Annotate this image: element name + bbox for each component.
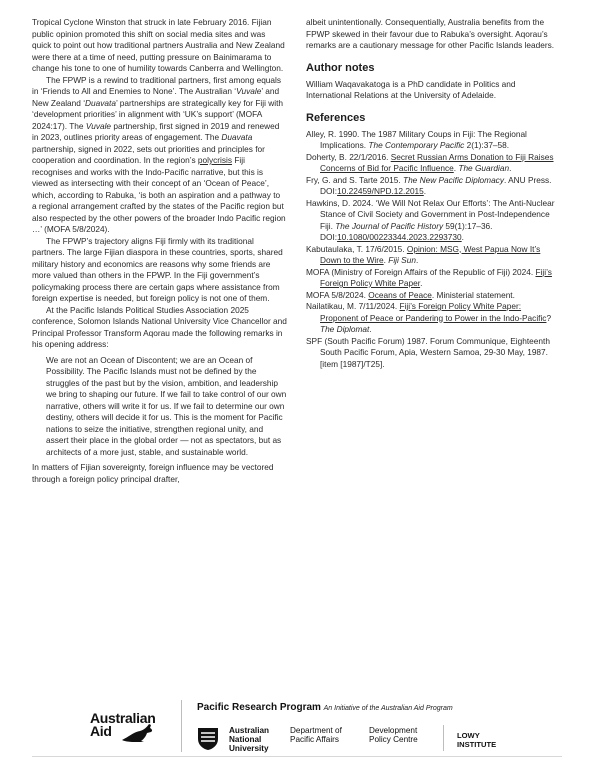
reference-link[interactable]: Fiji’s Foreign Policy White Paper: Proponent of Peace or Pandering to Power in the Indo-Pacific: [320, 301, 547, 323]
reference-text: Doherty, B. 22/1/2016.: [306, 151, 391, 162]
logo-text-line2: Aid: [90, 723, 112, 739]
reference-text: .: [420, 278, 423, 288]
anu-line2: National: [229, 735, 262, 744]
reference-text: ?: [546, 312, 552, 323]
reference-title: The Guardian: [458, 163, 510, 173]
reference-text: 2(1):37–58.: [464, 140, 510, 150]
reference-title: The Diplomat: [320, 324, 370, 334]
reference-link[interactable]: Fiji’s Foreign Policy White Paper: [320, 266, 552, 288]
reference-text: .: [509, 163, 512, 173]
reference-item: [306, 301, 561, 336]
reference-text: 59(1):17–36. DOI:: [320, 220, 493, 242]
anu-line1: Australian: [229, 726, 270, 735]
paragraph-1: Tropical Cyclone Winston that struck in late February 2016. Fijian public opinion promoted this shift on social media sites and was quick to point out how traditional partners Australia and New Zealand were there at a time of need, putting pressure on Bainimarama to change his tone to one of humility towards Canberra and Wellington.: [32, 17, 285, 73]
reference-text: . ANU Press. DOI:: [320, 174, 552, 196]
paragraph-3: The FPWP’s trajectory aligns Fiji firmly with its traditional partners. The large Fijian diaspora in these countries, sports, shared military history and economics are reasons why some friends are more valued than others in the FPWP. In the Fiji government’s policymaking process there are certain gaps where assistance from foreign expertise is needed, but foreign policy is not one of them.: [32, 235, 283, 303]
reference-text: SPF (South Pacific Forum) 1987. Forum Communique, Eighteenth South Pacific Forum, Apia, Western Samoa, 29-30 May, 1987. [item [1987]/T25].: [306, 335, 550, 369]
reference-item: [306, 175, 561, 198]
footer-rule: [32, 756, 562, 757]
lowy-line1: LOWY: [457, 731, 480, 740]
reference-link[interactable]: Oceans of Peace: [368, 289, 432, 300]
dpc-line2: Policy Centre: [369, 735, 418, 744]
reference-link[interactable]: 10.1080/00223344.2023.2293730: [337, 232, 462, 242]
paragraph-4: At the Pacific Islands Political Studies Association 2025 conference, Solomon Islands National University Vice Chancellor and Principal Professor Transform Aqorau made the following remarks in his opening address:: [32, 304, 287, 349]
dpc-logo-text: [369, 726, 418, 744]
author-notes-text: William Waqavakatoga is a PhD candidate in Politics and International Relations at the University of Adelaide.: [306, 78, 516, 100]
left-column: [32, 17, 287, 485]
dpa-line1: Department of: [290, 726, 342, 735]
reference-text: Alley, R. 1990. The 1987 Military Coups in Fiji: The Regional Implications.: [306, 128, 527, 150]
reference-item: [306, 152, 561, 175]
reference-text: . Ministerial statement.: [431, 289, 515, 300]
anu-crest-icon: [197, 727, 219, 751]
reference-link[interactable]: 10.22459/NPD.12.2015: [337, 186, 424, 196]
reference-text: MOFA (Ministry of Foreign Affairs of the Republic of Fiji) 2024.: [306, 266, 536, 277]
kangaroo-icon: [120, 722, 156, 744]
text: ’ and New Zealand ‘: [32, 86, 280, 108]
references-heading: References: [306, 111, 366, 124]
reference-text: .: [369, 324, 372, 334]
right-column: [306, 17, 561, 370]
paragraph-5: In matters of Fijian sovereignty, foreign influence may be vectored through a foreign policy principal drafter,: [32, 462, 274, 484]
reference-link[interactable]: Secret Russian Arms Donation to Fiji Raises Concerns of Bid for Pacific Influence: [320, 151, 554, 173]
aqorau-quote: We are not an Ocean of Discontent; we are an Ocean of Possibility. The Pacific Islands must not be defined by the struggles of the past but by the vision, ambition, and leadership we bring to shaping our future. If we fail to take control of our own narrative, others will write it for us. If we fail to determine our own destiny, others will decide it for us. This is the moment for Pacific nations to seize the initiative, strengthen regional unity, and assert their place in the global order — not as spectators, but as architects of a more just, stable, and sustainable world.: [46, 354, 287, 457]
polycrisis-link[interactable]: polycrisis: [197, 155, 233, 165]
paragraph-2: [32, 75, 287, 236]
reference-text: .: [423, 186, 427, 196]
reference-text: .: [415, 255, 419, 265]
anu-logo-text: [229, 726, 269, 753]
anu-line3: University: [229, 744, 269, 753]
reference-text: .: [461, 232, 464, 242]
italic-term: Vuvale: [85, 120, 112, 131]
reference-text: Kabutaulaka, T. 17/6/2015.: [306, 243, 407, 254]
dpa-line2: Pacific Affairs: [290, 735, 339, 744]
italic-term: Duavata: [85, 97, 116, 108]
footer-divider: [181, 700, 182, 752]
italic-term: Vuvale: [236, 86, 262, 96]
text: ’ partnerships are strategically key for Fiji with ‘development priorities’ in alignment with ‘UK’s support’ (MOFA 2024:17). The: [32, 97, 284, 131]
text: partnership, signed in 2022, sets out priorities and principles for cooperation and coordination. In the region’s: [32, 143, 265, 165]
reference-text: .: [383, 255, 389, 265]
reference-title: Fiji Sun: [388, 255, 416, 265]
author-notes-heading: Author notes: [306, 61, 375, 74]
references-list: [306, 129, 561, 371]
reference-item: [306, 290, 561, 302]
text: partnership, first signed in 2019 and renewed in 2023, outlines priority areas of engagement. The: [32, 120, 280, 142]
reference-item: [306, 129, 561, 152]
reference-title: The New Pacific Diplomacy: [403, 174, 504, 185]
lowy-logo-text: [457, 731, 496, 749]
logo-divider: [443, 725, 444, 751]
reference-title: The Journal of Pacific History: [335, 220, 444, 231]
program-title-block: [197, 702, 453, 713]
lowy-line2: INSTITUTE: [457, 740, 497, 749]
program-title: Pacific Research Program: [197, 702, 321, 713]
reference-item: [306, 267, 561, 290]
reference-title: The Contemporary Pacific: [368, 140, 465, 150]
text: Fiji recognises and works with the Indo-Pacific narrative, but this is viewed as intersecting with their concept of an ‘Ocean of Peace’, which, according to Rabuka, ‘is both an aspiration and a pathway to a regional arrangement crafted by the states of the Pacific region but also respected by the other powers of the broader Indo Pacific region …’ (MOFA 5/8/2024).: [32, 155, 286, 234]
reference-text: .: [453, 163, 459, 173]
reference-item: [306, 198, 561, 244]
reference-text: Hawkins, D. 2024. ‘We Will Not Relax Our Efforts’: The Anti-Nuclear Stance of Civil Society and Government in Post-Independence Fiji.: [306, 197, 555, 231]
reference-text: Fry, G. and S. Tarte 2015.: [306, 174, 403, 185]
italic-term: Duavata: [221, 132, 253, 142]
dpc-line1: Development: [369, 726, 418, 735]
program-subtitle: An Initiative of the Australian Aid Program: [323, 705, 453, 712]
logo-text-line1: Australian: [90, 710, 156, 726]
reference-item: [306, 244, 561, 267]
reference-link[interactable]: Opinion: MSG, West Papua Now It’s Down to the Wire: [320, 243, 541, 265]
dpa-logo-text: [290, 726, 342, 744]
reference-text: Nailatikau, M. 7/11/2024.: [306, 301, 400, 311]
text: The FPWP is a rewind to traditional partners, first among equals in ‘Friends to All and Enemies to None’. The Australian ‘: [32, 74, 282, 96]
paragraph-continued: albeit unintentionally. Consequentially, Australia benefits from the FPWP skewed in their favour due to Rabuka’s oversight. Aqorau’s remarks are a cautionary message for other Pacific Islands leaders.: [306, 17, 555, 50]
reference-text: MOFA 5/8/2024.: [306, 289, 369, 300]
reference-item: [306, 336, 561, 371]
